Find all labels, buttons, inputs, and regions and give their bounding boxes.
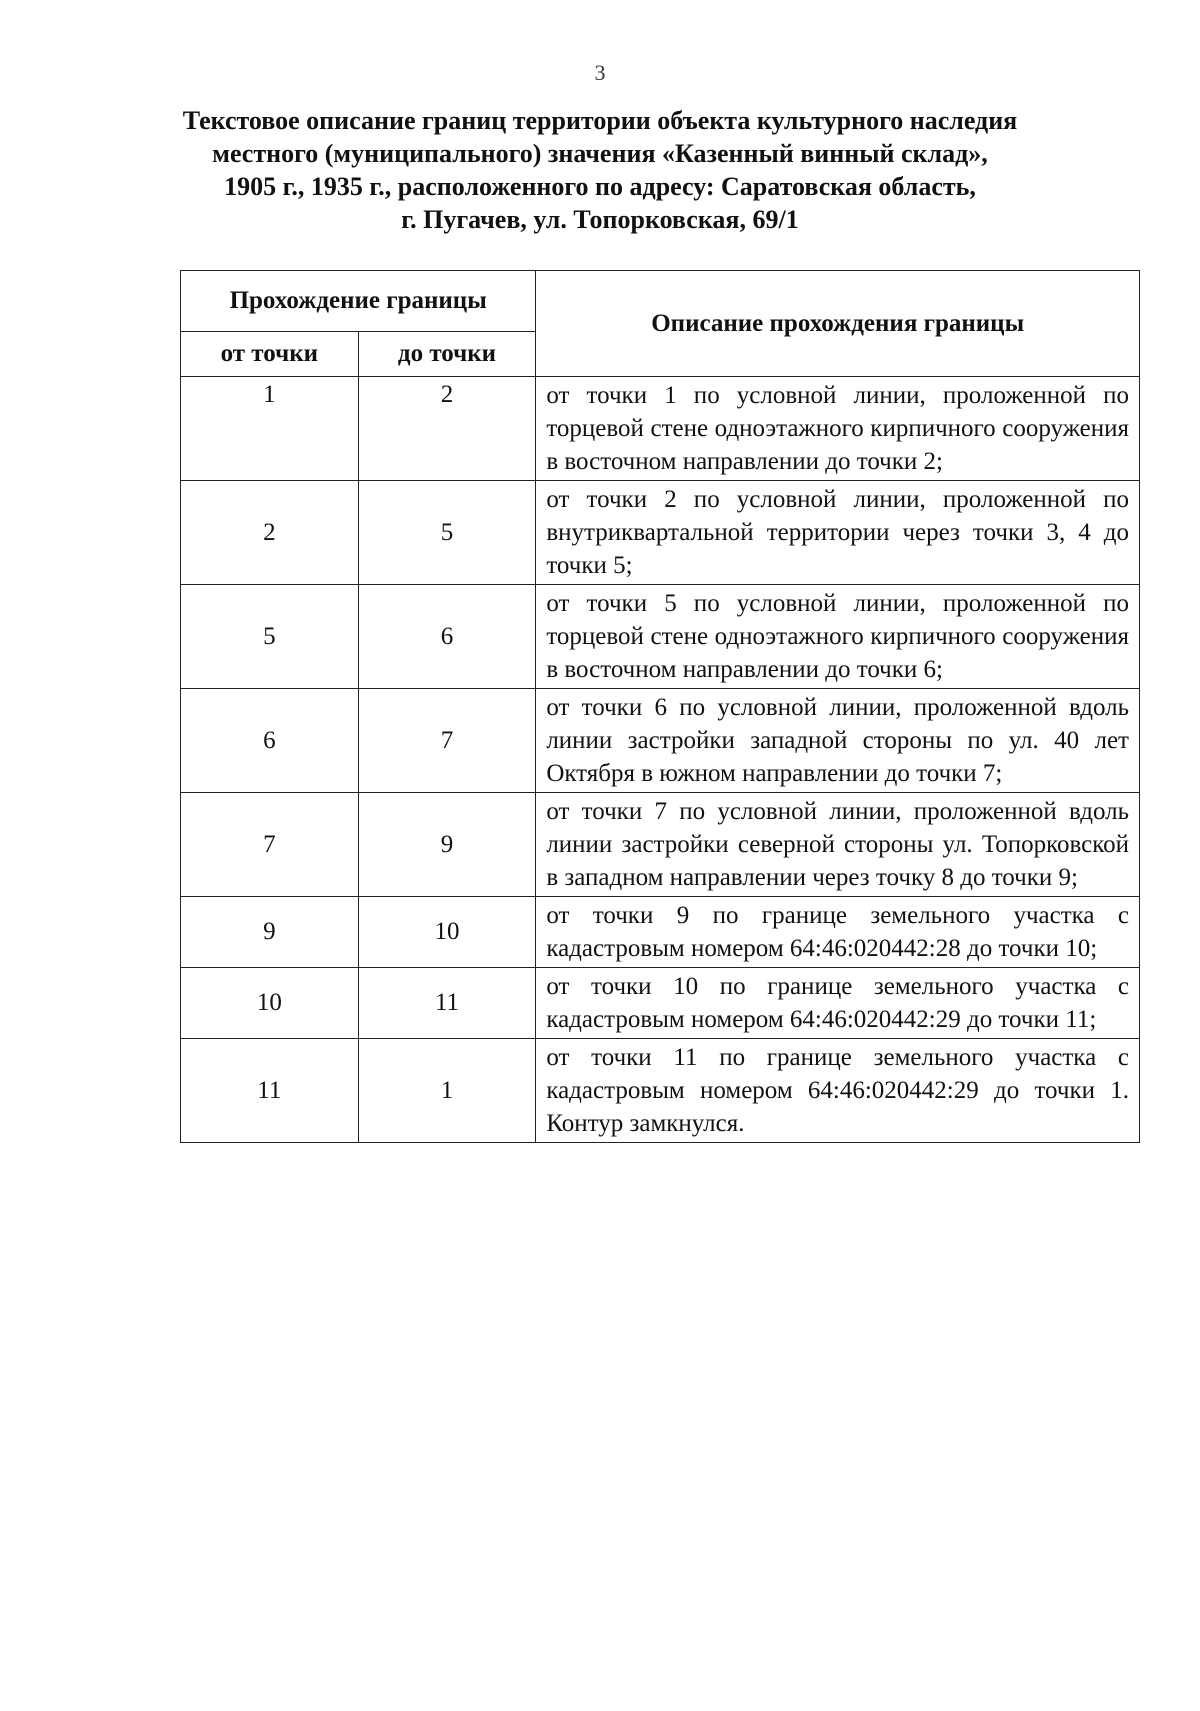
description-cell: от точки 1 по условной линии, проложенной по торцевой стене одноэтажного кирпичного сооружения в восточном направлении до точки 2; — [536, 377, 1140, 481]
title-line: Текстовое описание границ территории объекта культурного наследия — [182, 106, 1018, 135]
table-row — [181, 897, 1140, 968]
table-row — [181, 689, 1140, 793]
to-point-cell: 1 — [358, 1039, 536, 1143]
title-line: г. Пугачев, ул. Топорковская, 69/1 — [401, 205, 799, 234]
table-row — [181, 968, 1140, 1039]
boundary-table — [180, 270, 1140, 1143]
description-cell: от точки 5 по условной линии, проложенной по торцевой стене одноэтажного кирпичного сооружения в восточном направлении до точки 6; — [536, 585, 1140, 689]
description-cell: от точки 10 по границе земельного участка с кадастровым номером 64:46:020442:29 до точки 11; — [536, 968, 1140, 1039]
to-point-cell: 5 — [358, 481, 536, 585]
from-point-cell: 7 — [181, 793, 359, 897]
to-point-cell: 2 — [358, 377, 536, 481]
description-cell: от точки 6 по условной линии, проложенной вдоль линии застройки западной стороны по ул. 40 лет Октября в южном направлении до точки 7; — [536, 689, 1140, 793]
from-point-cell: 10 — [181, 968, 359, 1039]
table-row — [181, 1039, 1140, 1143]
from-point-cell: 5 — [181, 585, 359, 689]
table-row — [181, 585, 1140, 689]
from-point-cell: 6 — [181, 689, 359, 793]
table-row — [181, 481, 1140, 585]
from-point-cell: 9 — [181, 897, 359, 968]
to-point-cell: 10 — [358, 897, 536, 968]
header-from-point: от точки — [181, 332, 359, 377]
to-point-cell: 9 — [358, 793, 536, 897]
description-cell: от точки 9 по границе земельного участка с кадастровым номером 64:46:020442:28 до точки 10; — [536, 897, 1140, 968]
table-row — [181, 377, 1140, 481]
header-description: Описание прохождения границы — [536, 271, 1140, 377]
from-point-cell: 1 — [181, 377, 359, 481]
to-point-cell: 6 — [358, 585, 536, 689]
header-to-point: до точки — [358, 332, 536, 377]
page-number: 3 — [594, 60, 606, 85]
to-point-cell: 7 — [358, 689, 536, 793]
description-cell: от точки 7 по условной линии, проложенной вдоль линии застройки северной стороны ул. Топорковской в западном направлении через точку 8 до точки 9; — [536, 793, 1140, 897]
to-point-cell: 11 — [358, 968, 536, 1039]
title-line: 1905 г., 1935 г., расположенного по адресу: Саратовская область, — [224, 172, 976, 201]
table-row — [181, 793, 1140, 897]
description-cell: от точки 11 по границе земельного участка с кадастровым номером 64:46:020442:29 до точки 1. Контур замкнулся. — [536, 1039, 1140, 1143]
description-cell: от точки 2 по условной линии, проложенной по внутриквартальной территории через точки 3, 4 до точки 5; — [536, 481, 1140, 585]
title-line: местного (муниципального) значения «Казенный винный склад», — [212, 139, 988, 168]
from-point-cell: 11 — [181, 1039, 359, 1143]
header-boundary-passage: Прохождение границы — [181, 271, 536, 332]
document-title — [150, 104, 1050, 236]
from-point-cell: 2 — [181, 481, 359, 585]
